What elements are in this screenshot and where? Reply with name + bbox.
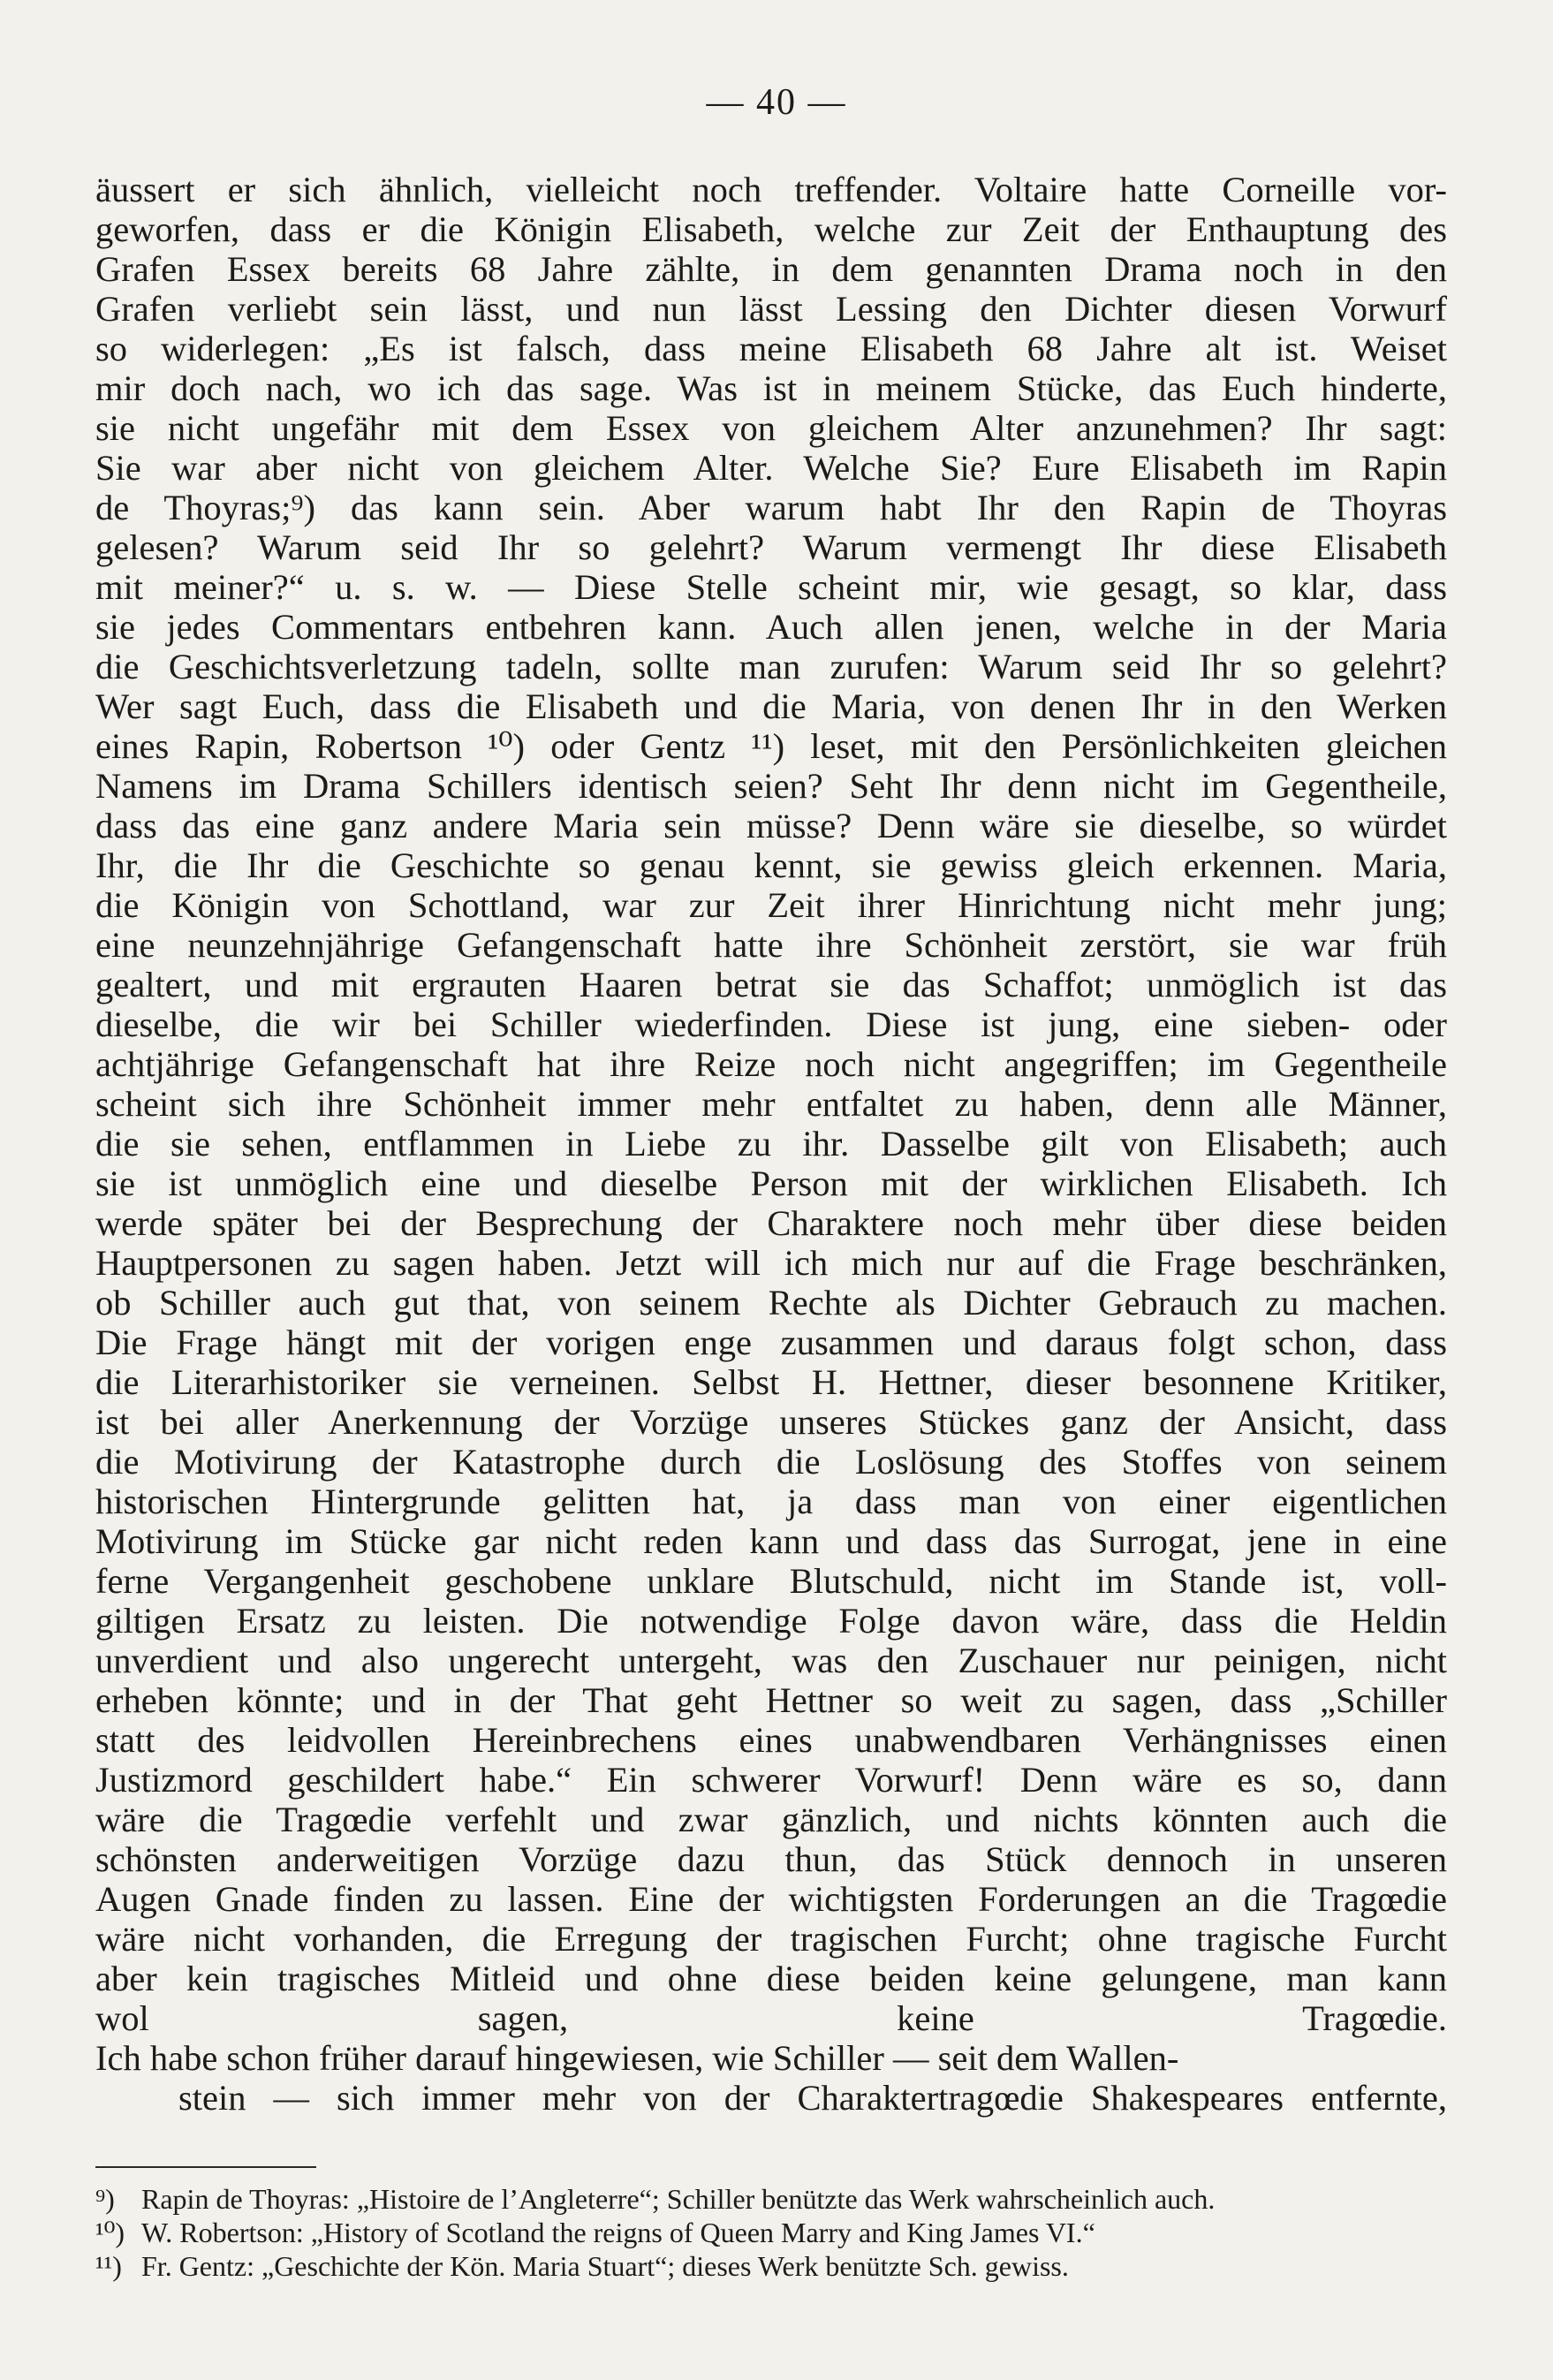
text-line: ob Schiller auch gut that, von seinem Rechte als Dichter Gebrauch zu machen. — [95, 1283, 1447, 1323]
text-line: die Königin von Schottland, war zur Zeit ihrer Hinrichtung nicht mehr jung; — [95, 885, 1447, 925]
text-line: aber kein tragisches Mitleid und ohne diese beiden keine gelungene, man kann — [95, 1959, 1447, 1998]
text-line: sie nicht ungefähr mit dem Essex von gleichem Alter anzunehmen? Ihr sagt: — [95, 408, 1447, 448]
text-line: so widerlegen: „Es ist falsch, dass meine Elisabeth 68 Jahre alt ist. Weiset — [95, 329, 1447, 368]
text-line: sie jedes Commentars entbehren kann. Auch allen jenen, welche in der Maria — [95, 607, 1447, 647]
text-line: die sie sehen, entflammen in Liebe zu ihr. Dasselbe gilt von Elisabeth; auch — [95, 1124, 1447, 1163]
text-line: sie ist unmöglich eine und dieselbe Person mit der wirklichen Elisabeth. Ich — [95, 1163, 1447, 1203]
text-line: eine neunzehnjährige Gefangenschaft hatte ihre Schönheit zerstört, sie war früh — [95, 925, 1447, 965]
text-line: gelesen? Warum seid Ihr so gelehrt? Warum vermengt Ihr diese Elisabeth — [95, 527, 1447, 567]
text-line: dieselbe, die wir bei Schiller wiederfinden. Diese ist jung, eine sieben- oder — [95, 1004, 1447, 1044]
text-line: giltigen Ersatz zu leisten. Die notwendige Folge davon wäre, dass die Heldin — [95, 1601, 1447, 1641]
text-line: statt des leidvollen Hereinbrechens eines unabwendbaren Verhängnisses einen — [95, 1720, 1447, 1760]
text-line: Grafen verliebt sein lässt, und nun lässt Lessing den Dichter diesen Vorwurf — [95, 289, 1447, 329]
page-number: — 40 — — [706, 82, 847, 123]
text-line: Augen Gnade finden zu lassen. Eine der wichtigsten Forderungen an die Tragœdie — [95, 1879, 1447, 1919]
text-line: unverdient und also ungerecht untergeht, was den Zuschauer nur peinigen, nicht — [95, 1641, 1447, 1680]
paragraph-start-line: stein — sich immer mehr von der Charaktertragœdie Shakespeares entfernte, — [178, 2078, 1447, 2118]
text-line: mir doch nach, wo ich das sage. Was ist in meinem Stücke, das Euch hinderte, — [95, 368, 1447, 408]
footnote-marker: ⁹) — [95, 2183, 115, 2215]
text-line: Justizmord geschildert habe.“ Ein schwerer Vorwurf! Denn wäre es so, dann — [95, 1760, 1447, 1800]
text-line: äussert er sich ähnlich, vielleicht noch treffender. Voltaire hatte Corneille vor- — [95, 170, 1447, 209]
text-line: mit meiner?“ u. s. w. — Diese Stelle scheint mir, wie gesagt, so klar, dass — [95, 567, 1447, 607]
text-line: de Thoyras;⁹) das kann sein. Aber warum habt Ihr den Rapin de Thoyras — [95, 488, 1447, 527]
footnote-text: W. Robertson: „History of Scotland the reigns of Queen Marry and King James VI.“ — [141, 2217, 1095, 2248]
text-line — [95, 2118, 1447, 2157]
text-line: scheint sich ihre Schönheit immer mehr entfaltet zu haben, denn alle Männer, — [95, 1084, 1447, 1124]
footnote-9 — [95, 2182, 1447, 2216]
footnote-divider — [95, 2166, 316, 2168]
text-line: Sie war aber nicht von gleichem Alter. Welche Sie? Eure Elisabeth im Rapin — [95, 448, 1447, 488]
text-line: Motivirung im Stücke gar nicht reden kann und dass das Surrogat, jene in eine — [95, 1521, 1447, 1561]
footnote-text: Rapin de Thoyras: „Histoire de l’Angleterre“; Schiller benützte das Werk wahrscheinlich auch. — [141, 2183, 1216, 2215]
footnote-11 — [95, 2249, 1447, 2283]
text-line: Namens im Drama Schillers identisch seien? Seht Ihr denn nicht im Gegentheile, — [95, 766, 1447, 806]
text-line: wol sagen, keine Tragœdie. — [95, 1998, 1447, 2038]
text-line: die Literarhistoriker sie verneinen. Selbst H. Hettner, dieser besonnene Kritiker, — [95, 1362, 1447, 1402]
text-line: gealtert, und mit ergrauten Haaren betrat sie das Schaffot; unmöglich ist das — [95, 965, 1447, 1004]
text-line: Ihr, die Ihr die Geschichte so genau kennt, sie gewiss gleich erkennen. Maria, — [95, 845, 1447, 885]
footnotes — [95, 2182, 1447, 2283]
text-line: eines Rapin, Robertson ¹⁰) oder Gentz ¹¹) leset, mit den Persönlichkeiten gleichen — [95, 726, 1447, 766]
text-line: Hauptpersonen zu sagen haben. Jetzt will ich mich nur auf die Frage beschränken, — [95, 1243, 1447, 1283]
text-line: werde später bei der Besprechung der Charaktere noch mehr über diese beiden — [95, 1203, 1447, 1243]
paragraph-end-line: Ich habe schon früher darauf hingewiesen, wie Schiller — seit dem Wallen- — [95, 2038, 1179, 2078]
text-line: Wer sagt Euch, dass die Elisabeth und die Maria, von denen Ihr in den Werken — [95, 686, 1447, 726]
text-line: die Motivirung der Katastrophe durch die Loslösung des Stoffes von seinem — [95, 1442, 1447, 1482]
text-line: geworfen, dass er die Königin Elisabeth, welche zur Zeit der Enthauptung des — [95, 209, 1447, 249]
text-line: achtjährige Gefangenschaft hat ihre Reize noch nicht angegriffen; im Gegentheile — [95, 1044, 1447, 1084]
text-line: schönsten anderweitigen Vorzüge dazu thun, das Stück dennoch in unseren — [95, 1839, 1447, 1879]
text-line: Die Frage hängt mit der vorigen enge zusammen und daraus folgt schon, dass — [95, 1323, 1447, 1362]
text-line: wäre nicht vorhanden, die Erregung der tragischen Furcht; ohne tragische Furcht — [95, 1919, 1447, 1959]
footnote-marker: ¹⁰) — [95, 2217, 125, 2248]
text-line: die Geschichtsverletzung tadeln, sollte man zurufen: Warum seid Ihr so gelehrt? — [95, 647, 1447, 686]
footnote-marker: ¹¹) — [95, 2250, 122, 2282]
text-line: ist bei aller Anerkennung der Vorzüge unseres Stückes ganz der Ansicht, dass — [95, 1402, 1447, 1442]
text-line: dass das eine ganz andere Maria sein müsse? Denn wäre sie dieselbe, so würdet — [95, 806, 1447, 845]
footnote-10 — [95, 2216, 1447, 2249]
text-line: wäre die Tragœdie verfehlt und zwar gänzlich, und nichts könnten auch die — [95, 1800, 1447, 1839]
text-line: Grafen Essex bereits 68 Jahre zählte, in dem genannten Drama noch in den — [95, 249, 1447, 289]
body-text — [95, 170, 1447, 2157]
text-line: erheben könnte; und in der That geht Hettner so weit zu sagen, dass „Schiller — [95, 1680, 1447, 1720]
text-line: historischen Hintergrunde gelitten hat, ja dass man von einer eigentlichen — [95, 1482, 1447, 1521]
text-line: ferne Vergangenheit geschobene unklare Blutschuld, nicht im Stande ist, voll- — [95, 1561, 1447, 1601]
footnote-text: Fr. Gentz: „Geschichte der Kön. Maria Stuart“; dieses Werk benützte Sch. gewiss. — [141, 2250, 1069, 2282]
